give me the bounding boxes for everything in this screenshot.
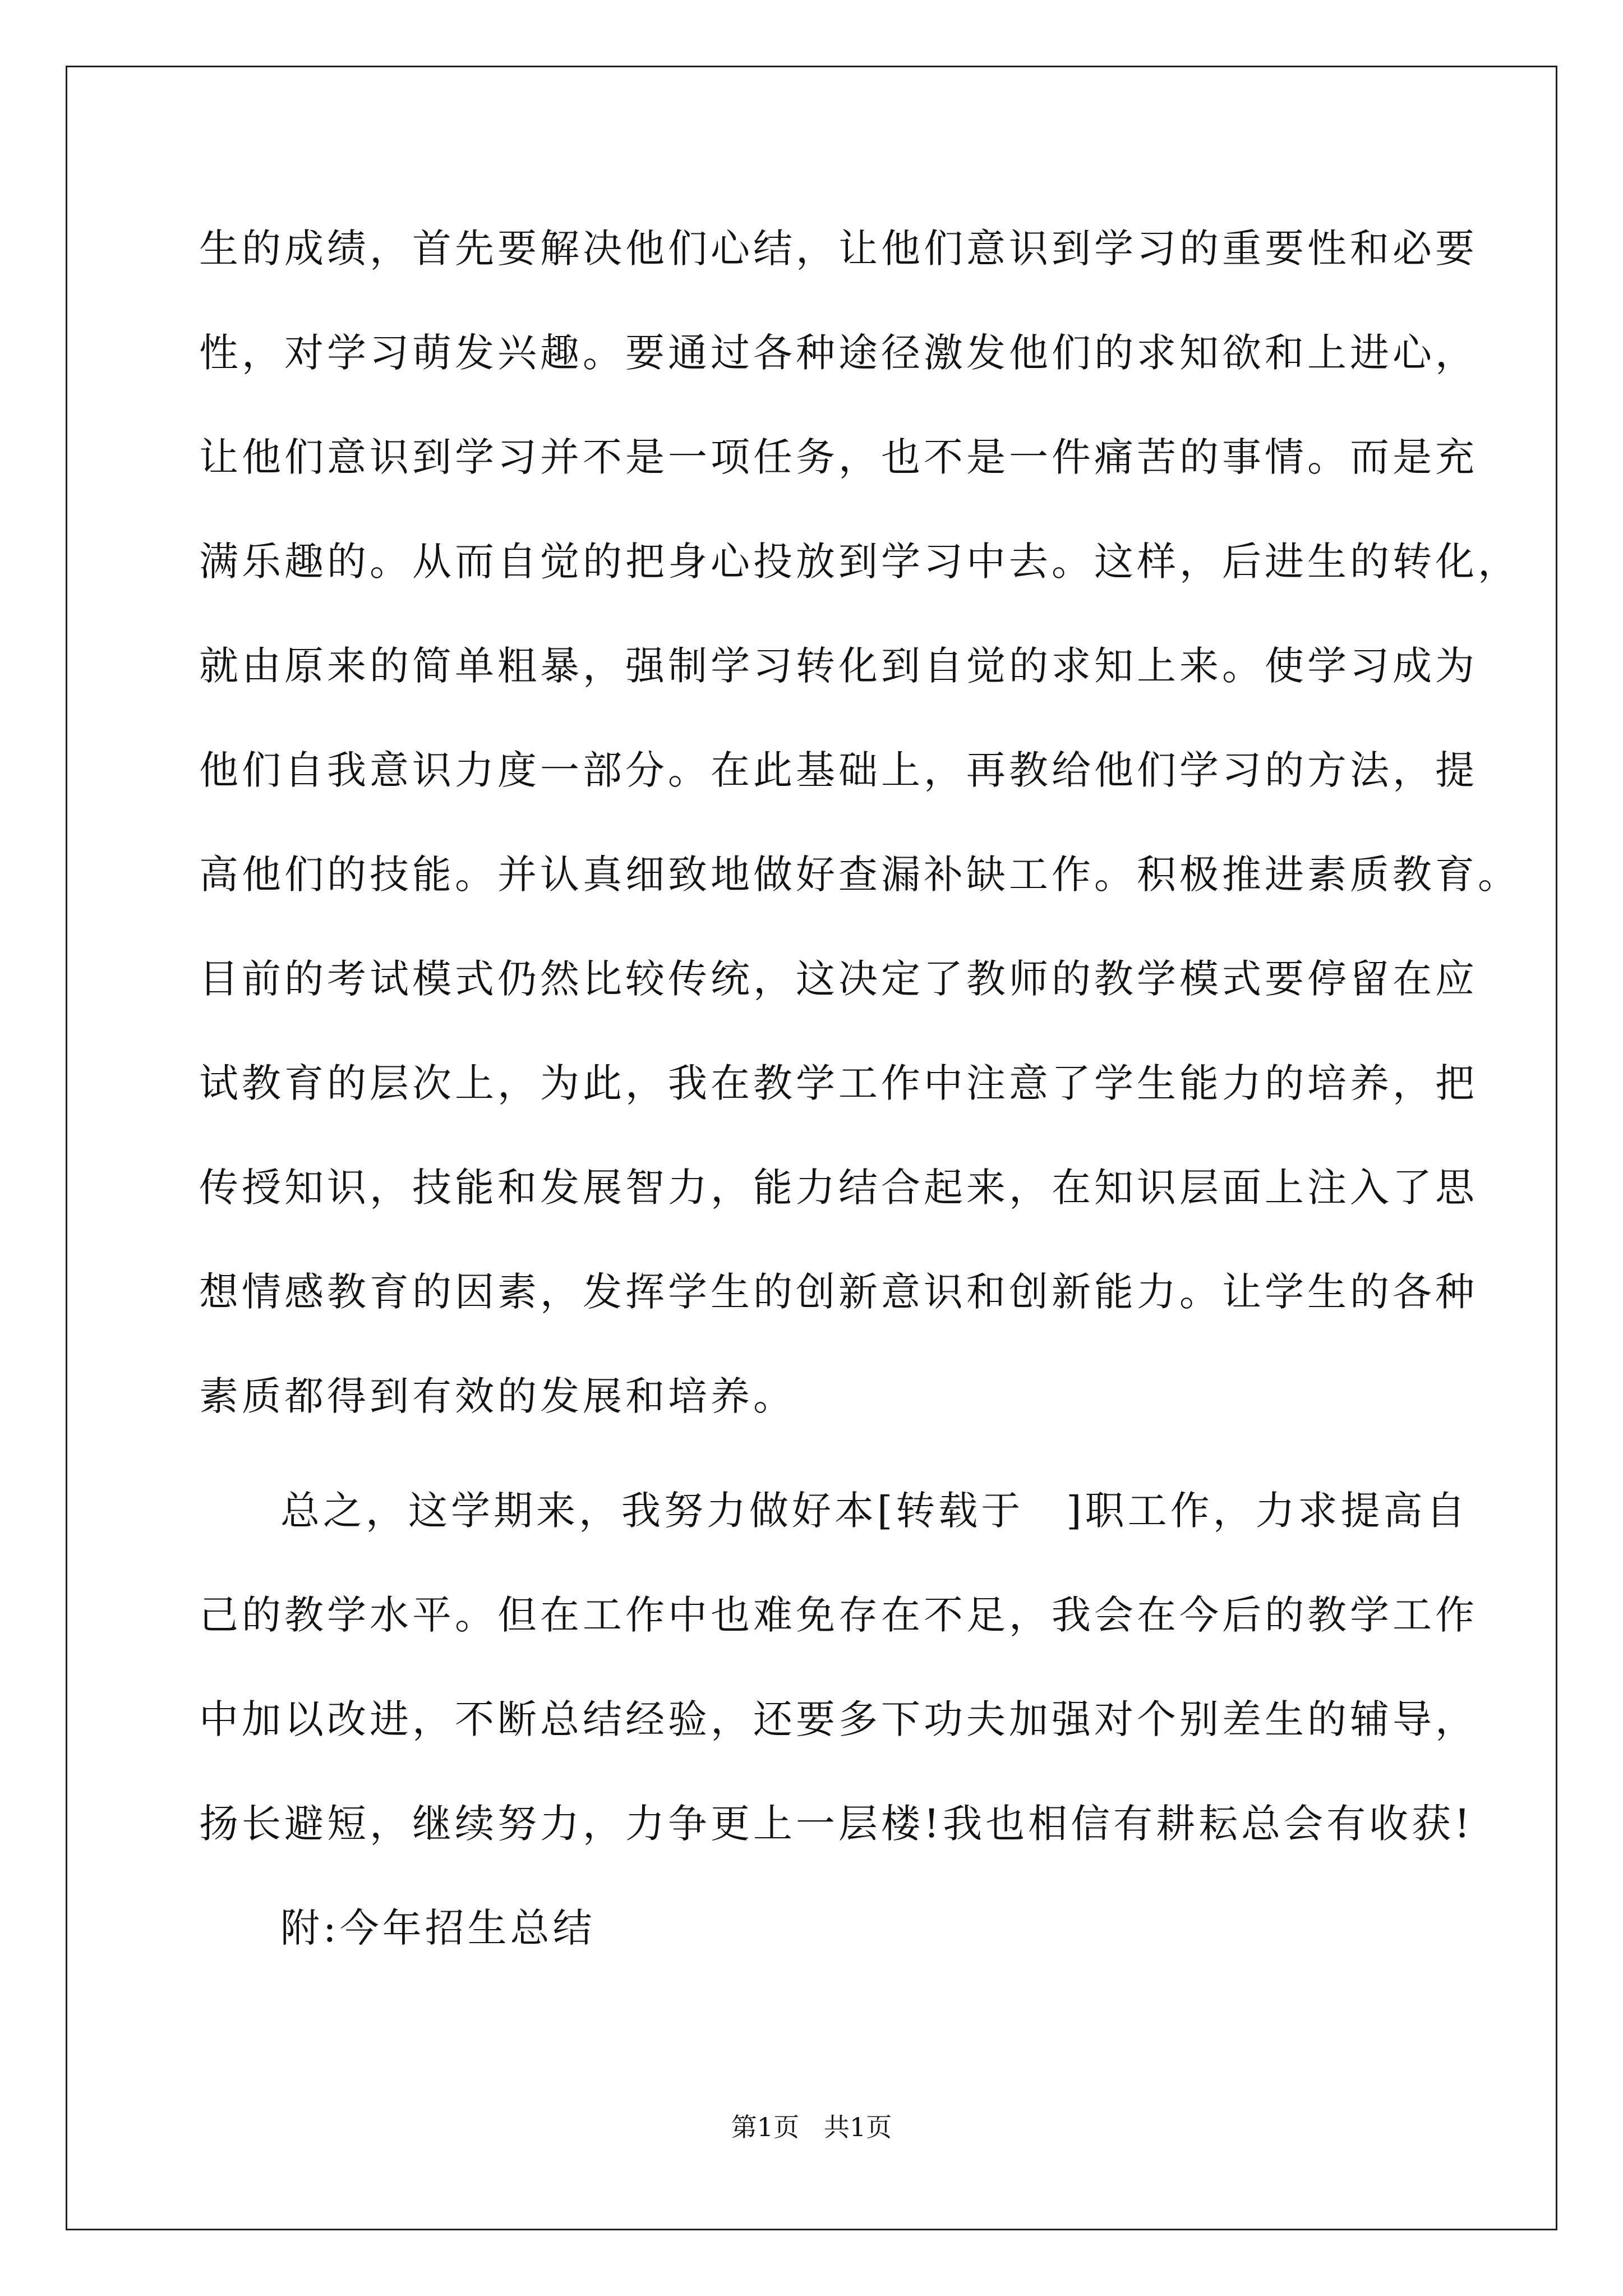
body-line: 素质都得到有效的发展和培养。 — [199, 1373, 796, 1419]
body-line: 想情感教育的因素，发挥学生的创新意识和创新能力。让学生的各种 — [199, 1269, 1478, 1315]
body-line: 生的成绩，首先要解决他们心结，让他们意识到学习的重要性和必要 — [199, 226, 1478, 272]
body-line: 中加以改进，不断总结经验，还要多下功夫加强对个别差生的辅导， — [199, 1696, 1478, 1742]
paragraph-start-line: 总之，这学期来，我努力做好本[转载于 ]职工作，力求提高自 — [280, 1488, 1469, 1534]
body-line: 他们自我意识力度一部分。在此基础上，再教给他们学习的方法，提 — [199, 747, 1478, 793]
body-line: 己的教学水平。但在工作中也难免存在不足，我会在今后的教学工作 — [199, 1592, 1478, 1638]
body-line: 传授知识，技能和发展智力，能力结合起来，在知识层面上注入了思 — [199, 1165, 1478, 1211]
body-line: 试教育的层次上，为此，我在教学工作中注意了学生能力的培养，把 — [199, 1060, 1478, 1106]
body-line: 扬长避短，继续努力，力争更上一层楼!我也相信有耕耘总会有收获! — [199, 1801, 1474, 1847]
body-line: 满乐趣的。从而自觉的把身心投放到学习中去。这样，后进生的转化， — [199, 539, 1520, 585]
body-line: 性，对学习萌发兴趣。要通过各种途径激发他们的求知欲和上进心， — [199, 330, 1478, 376]
body-line: 目前的考试模式仍然比较传统，这决定了教师的教学模式要停留在应 — [199, 956, 1478, 1002]
appendix-line: 附:今年招生总结 — [280, 1905, 596, 1951]
body-line: 高他们的技能。并认真细致地做好查漏补缺工作。积极推进素质教育。 — [199, 852, 1520, 898]
page-footer: 第1页 共1页 — [731, 2112, 892, 2142]
body-line: 就由原来的简单粗暴，强制学习转化到自觉的求知上来。使学习成为 — [199, 643, 1478, 689]
body-line: 让他们意识到学习并不是一项任务，也不是一件痛苦的事情。而是充 — [199, 434, 1478, 480]
